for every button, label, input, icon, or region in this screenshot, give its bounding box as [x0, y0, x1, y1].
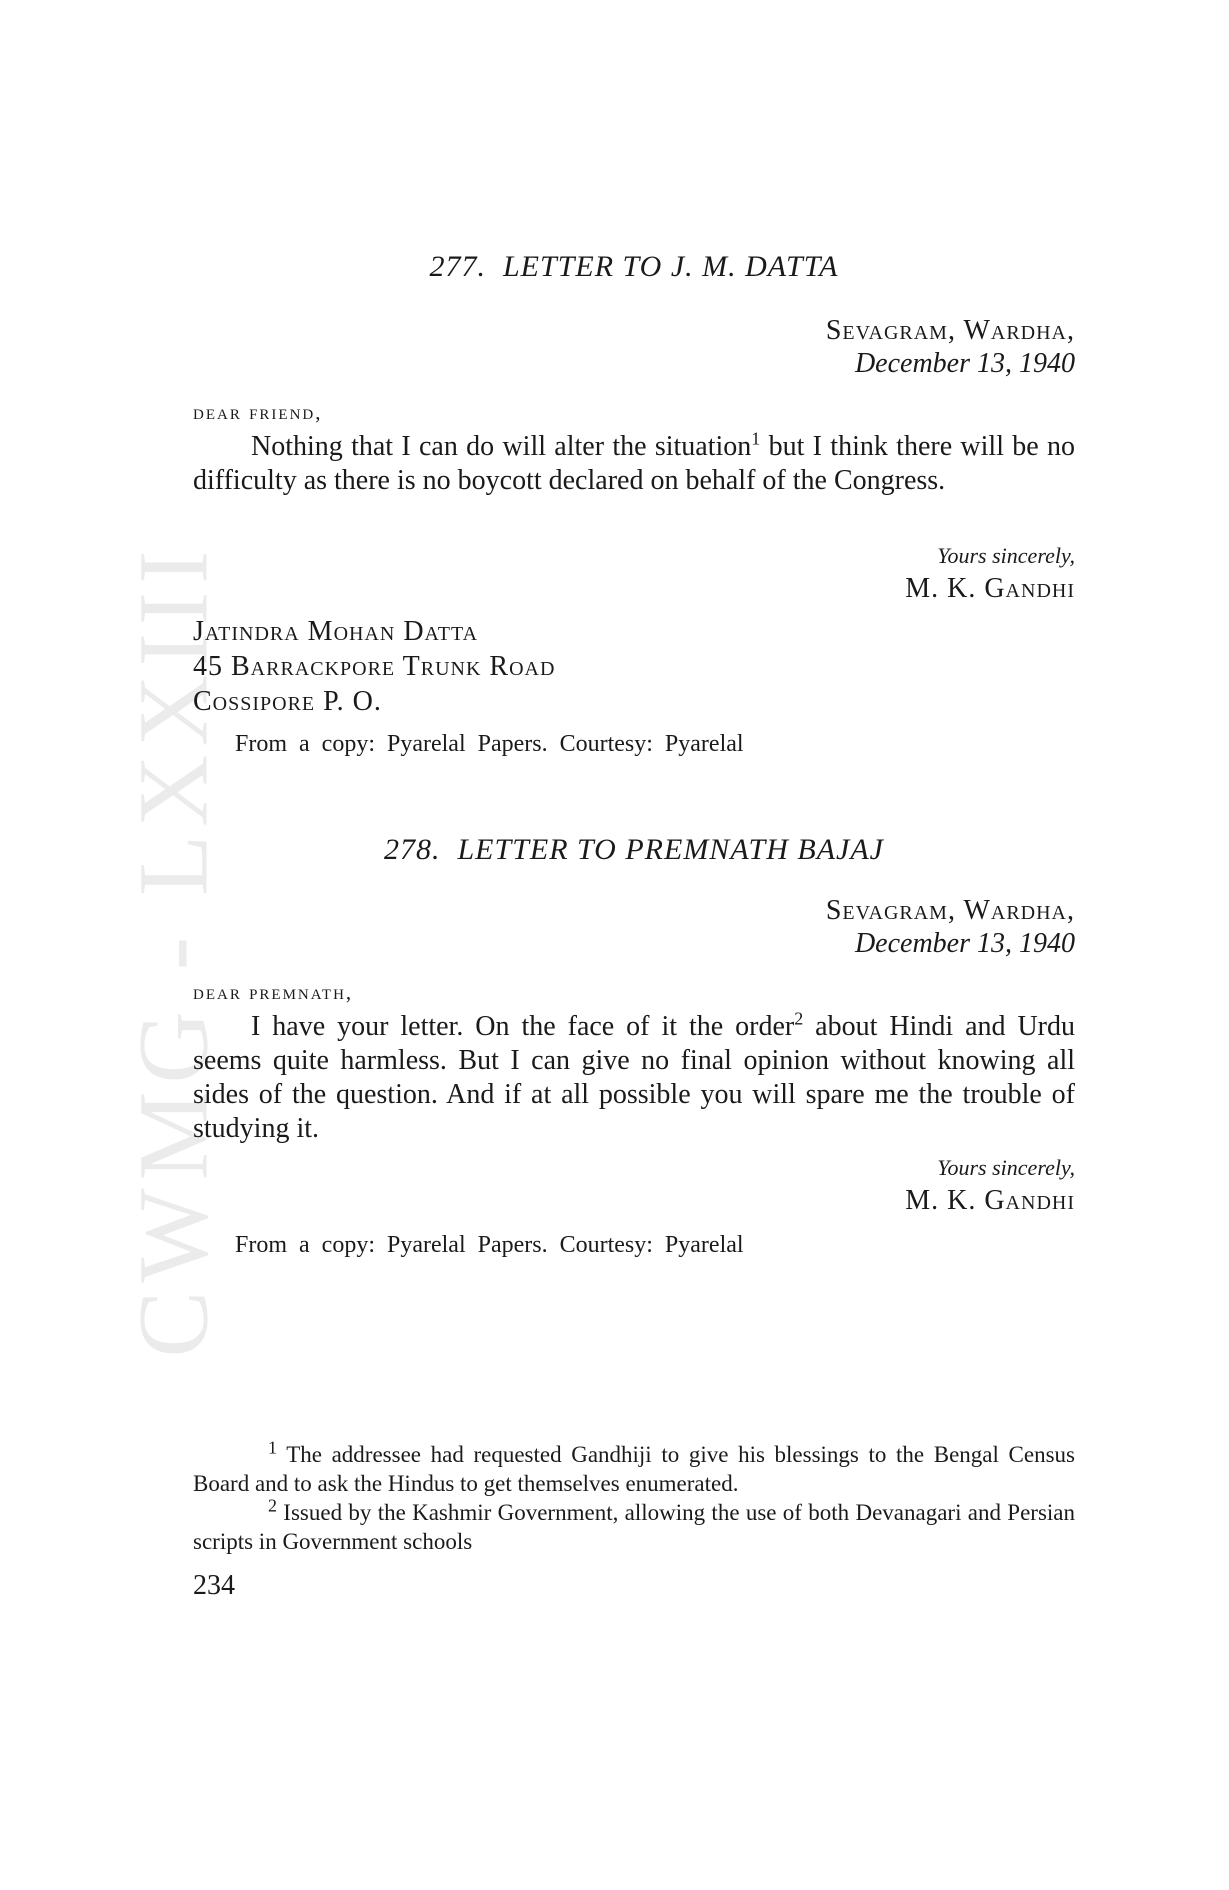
footnote-1	[193, 1437, 1075, 1498]
letter-277-closing: Yours sincerely,	[937, 543, 1075, 568]
watermark-text: CWMG - LXXIII	[117, 542, 229, 1358]
letter-278-heading	[193, 833, 1075, 867]
footnote-2-marker: 2	[268, 1495, 277, 1516]
footnote-ref-2: 2	[794, 1008, 804, 1029]
address-line: Jatindra Mohan Datta	[193, 616, 479, 647]
footnote-ref-1: 1	[751, 428, 761, 449]
letter-278-body	[193, 1010, 1075, 1146]
letter-277-place: Sevagram, Wardha,	[825, 315, 1075, 346]
letter-277-salutation: dear friend,	[193, 400, 323, 424]
letter-277-body-text-a: Nothing that I can do will alter the situation	[251, 431, 752, 462]
letter-278-body-text-b: about Hindi and Urdu seems quite harmless. But I can give no final opinion without knowing all sides of the question. And if at all possible you will spare me the trouble of studying it.	[193, 1011, 1075, 1144]
letter-278-body-text-a: I have your letter. On the face of it the order	[251, 1011, 795, 1042]
letter-278-closing: Yours sincerely,	[937, 1155, 1075, 1180]
page-number: 234	[193, 1570, 235, 1601]
letter-278-place: Sevagram, Wardha,	[825, 895, 1075, 926]
footnote-2-text: Issued by the Kashmir Government, allowing the use of both Devanagari and Persian scripts in Government schools	[193, 1500, 1075, 1554]
letter-278-date: December 13, 1940	[854, 928, 1075, 959]
letter-277-heading	[193, 250, 1075, 284]
footnote-2	[193, 1495, 1075, 1556]
letter-277-signature: M. K. Gandhi	[905, 573, 1075, 604]
footnote-1-marker: 1	[268, 1437, 277, 1458]
letter-277-source: From a copy: Pyarelal Papers. Courtesy: Pyarelal	[235, 731, 744, 757]
letter-277-body-text-b: but I think there will be no difficulty as there is no boycott declared on behalf of the Congress.	[193, 431, 1076, 496]
letter-277-address	[193, 614, 555, 719]
letter-278-signature: M. K. Gandhi	[905, 1185, 1075, 1216]
footnote-1-text: The addressee had requested Gandhiji to give his blessings to the Bengal Census Board and to ask the Hindus to get themselves enumerated.	[193, 1442, 1075, 1496]
address-line: Cossipore P. O.	[193, 686, 382, 717]
letter-277-number: 277.	[429, 250, 486, 283]
letter-278-number: 278.	[384, 833, 441, 866]
letter-277-title: LETTER TO J. M. DATTA	[503, 250, 839, 283]
watermark	[117, 405, 229, 1495]
letter-278-title: LETTER TO PREMNATH BAJAJ	[457, 833, 884, 866]
letter-278-source: From a copy: Pyarelal Papers. Courtesy: Pyarelal	[235, 1232, 744, 1258]
letter-278-salutation: dear premnath,	[193, 980, 354, 1004]
letter-277-body	[193, 430, 1075, 498]
letter-277-date: December 13, 1940	[854, 348, 1075, 379]
address-line: 45 Barrackpore Trunk Road	[193, 651, 556, 682]
